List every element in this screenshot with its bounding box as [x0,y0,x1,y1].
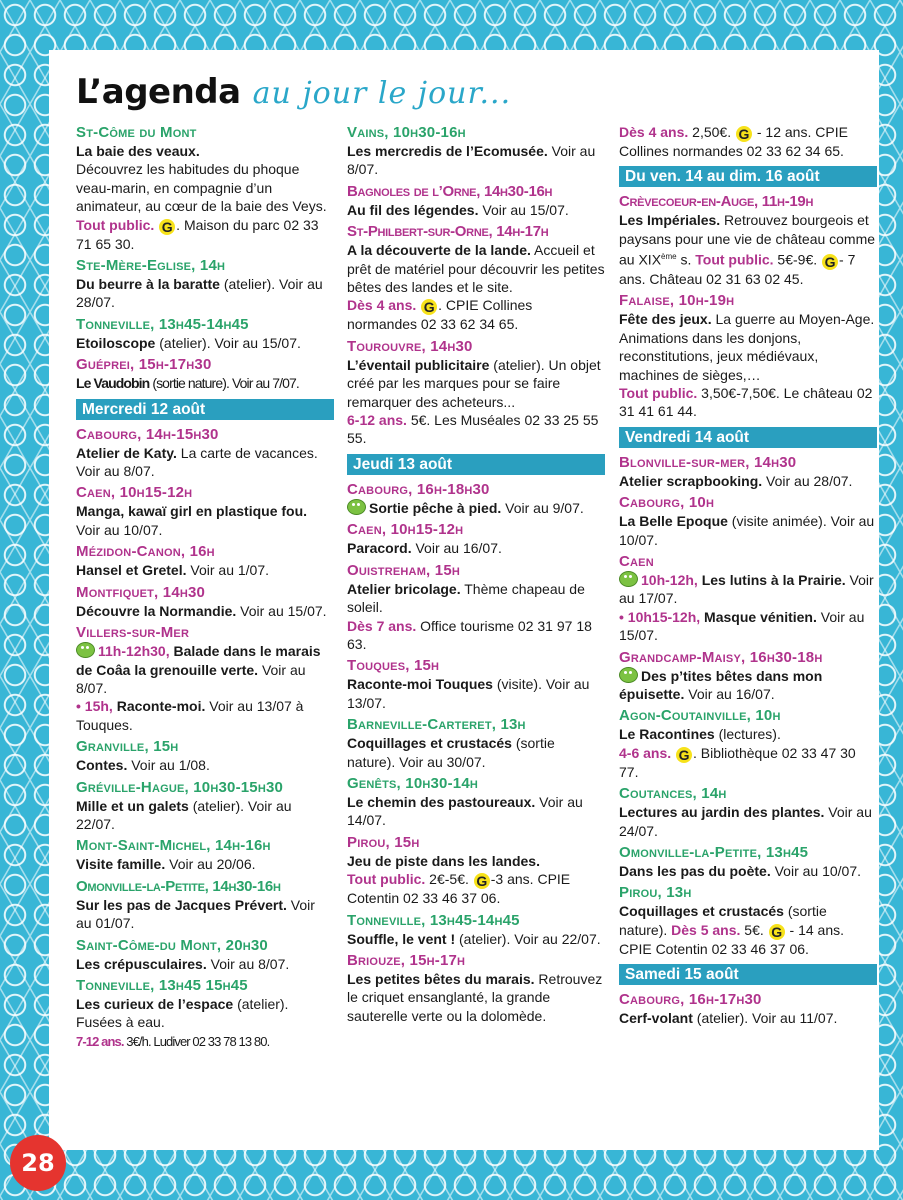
event-place: Tonneville, 13h45 15h45 [76,976,248,994]
event-info: 3€/h. Ludiver 02 33 78 13 80. [123,1033,270,1049]
event-note: (sortie nature). Voir au 7/07. [149,375,299,392]
event-place: Tonneville, 13h45-14h45 [76,315,249,333]
event-title: Atelier de Katy. [76,444,177,461]
event-note: Voir au 10/07. [76,521,163,538]
event-place: Guéprei, 15h-17h30 [76,356,212,374]
event-item [76,123,334,253]
event-title: Hansel et Gretel. [76,562,187,579]
event-title: Les crépusculaires. [76,955,207,972]
event-info: . CPIE Collines normandes 02 33 62 34 65. [347,297,533,333]
event-title: Les mercredis de l’Ecomusée. [347,143,548,159]
event-item [347,123,605,179]
audience-tag: Tout public. [691,251,774,268]
event-place: Falaise, 10h-19h [619,292,735,310]
event-description: Retrouvez bourgeois et paysans pour une vie de château comme au XIX [619,212,876,268]
event-note: Voir au 9/07. [501,499,584,516]
event-item [347,561,605,654]
free-icon: G [474,873,490,889]
event-note: (atelier). Voir au 22/07. [455,930,601,947]
event-place: Bagnoles de l’Orne, 14h30-16h [347,182,553,200]
event-info: 3,50€-7,50€. Le château 02 31 41 61 44. [619,384,873,420]
event-description: Accueil et prêt de matériel pour découvrir les petites bêtes des landes et le site. [347,242,605,296]
event-place: Tonneville, 13h45-14h45 [347,911,520,929]
event-info: 5€. [740,921,764,938]
event-info: 5€-9€. [773,251,818,268]
audience-tag: Tout public. [619,384,698,401]
event-place: St-Philbert-sur-Orne, 14h-17h [347,223,549,241]
event-place: Mont-Saint-Michel, 14h-16h [76,837,271,855]
page-number: 28 [10,1135,66,1191]
event-note: Voir au 13/07 à Touques. [76,698,304,733]
audience-tag: 7-12 ans. [76,1033,124,1049]
event-note: Voir au 01/07. [76,896,315,932]
event-item [76,737,334,774]
event-time: 10h-12h, [641,571,698,588]
event-item [619,453,877,490]
event-note: Voir au 15/07. [478,201,569,218]
event-place: Briouze, 15h-17h [347,951,466,969]
event-place: Barneville-Carteret, 13h [347,716,526,734]
event-info: Office tourisme 02 31 97 18 63. [347,617,592,652]
event-item [76,623,334,734]
event-place: Saint-Côme-du Mont, 20h30 [76,936,268,954]
audience-tag: 6-12 ans. [347,412,407,429]
event-title: Du beurre à la baratte [76,276,220,293]
event-note: Voir au 17/07. [619,571,874,607]
event-title: Découvre la Normandie. [76,602,237,619]
event-note: Voir au 20/06. [165,856,256,873]
event-item [76,976,334,1051]
frog-icon [619,571,638,587]
event-note: (atelier). Fusées à eau. [76,995,289,1031]
event-description: La guerre au Moyen-Age. Animations dans les donjons, reconstitutions, jeux médiévaux, machines de sièges,… [619,311,875,383]
event-place: Ste-Mère-Eglise, 14h [76,257,226,275]
event-item [76,778,334,834]
event-item [619,784,877,840]
page-subtitle: au jour le jour... [252,76,512,111]
event-item [76,877,334,933]
event-title: Raconte-moi. [112,698,206,715]
frog-icon [619,667,638,683]
event-item [76,936,334,973]
event-title: A la découverte de la lande. [347,242,531,259]
event-description: Thème chapeau de soleil. [347,580,585,616]
event-info: . Maison du parc 02 33 71 65 30. [76,216,319,252]
event-note: Voir au 1/08. [127,757,210,774]
event-item [347,951,605,1025]
event-place: Caen [619,552,654,570]
date-bar: Jeudi 13 août [347,454,605,475]
event-note: Voir au 16/07. [684,685,775,702]
event-time: 11h-12h30, [98,643,170,660]
event-item [619,192,877,288]
event-title: Les curieux de l’espace [76,995,234,1012]
event-title: Souffle, le vent ! [347,930,456,947]
event-title: L’éventail publicitaire [347,356,490,373]
event-item [76,355,334,392]
event-place: Cabourg, 16h-18h30 [347,480,490,498]
event-title: Paracord. [347,540,412,557]
audience-tag: Tout public. [76,216,155,233]
event-title: Etoiloscope [76,334,156,351]
event-place: Touques, 15h [347,657,440,675]
event-title: Les lutins à la Prairie. [697,571,846,588]
audience-tag: Tout public. [347,871,426,888]
event-title: Atelier scrapbooking. [619,472,763,489]
event-item [619,552,877,645]
free-icon: G [159,219,175,235]
event-title: Des p’tites bêtes dans mon épuisette. [619,667,823,702]
event-item [619,291,877,420]
event-item [347,774,605,830]
event-item [347,480,605,517]
event-place: Blonville-sur-mer, 14h30 [619,453,797,471]
event-title: Les Impériales. [619,212,721,229]
event-place: Vains, 10h30-16h [347,124,466,141]
event-item [619,990,877,1027]
event-title: Sur les pas de Jacques Prévert. [76,896,287,913]
page-header [76,72,511,122]
agenda-column-1 [76,123,334,1054]
event-note: Voir au 1/07. [186,562,270,579]
event-description: s. [676,251,692,268]
page-title: L’agenda [76,72,241,112]
event-place: Montfiquet, 14h30 [76,583,206,601]
event-item [619,648,877,704]
date-bar: Samedi 15 août [619,964,877,985]
event-place: Coutances, 14h [619,785,727,803]
event-place: Genêts, 10h30-14h [347,774,479,792]
event-description: Un objet créé par les marques pour se faire remarquer des acheteurs... [347,356,601,410]
event-place: Cabourg, 16h-17h30 [619,991,762,1009]
event-note: (atelier). Voir au 15/07. [155,334,301,351]
date-bar: Vendredi 14 août [619,427,877,448]
event-info: 2€-5€. [425,871,469,888]
event-title: Au fil des légendes. [347,201,479,218]
event-title: Cerf-volant [619,1010,693,1027]
event-title: Dans les pas du poète. [619,863,771,879]
audience-tag: Dès 4 ans. [619,124,689,140]
event-title: Coquillages et crustacés [347,735,512,752]
event-item [76,542,334,579]
event-title: Lectures au jardin des plantes. [619,804,825,821]
event-item [76,315,334,352]
event-place: Ouistreham, 15h [347,561,461,579]
free-icon: G [822,254,838,270]
event-title: Le Vaudobin [76,375,150,392]
frog-icon [347,499,366,515]
event-info: 5€. Les Muséales 02 33 25 55 55. [347,412,599,447]
event-info: 2,50€. [688,124,732,140]
event-title: Balade dans le marais de Coâa la grenouille verte. [76,643,321,678]
event-title: Fête des jeux. [619,311,712,328]
event-note: (atelier). Voir au 28/07. [76,276,323,311]
event-place: Cabourg, 14h-15h30 [76,425,219,443]
audience-tag: Dès 4 ans. [347,297,417,314]
event-item [347,911,605,948]
event-time: • 10h15-12h, [619,608,701,625]
event-title: Masque vénitien. [700,608,817,625]
event-note: (atelier). Voir au 22/07. [76,797,292,832]
event-note: Voir au 14/07. [347,793,583,829]
event-place: St-Côme du Mont [76,124,197,141]
free-icon: G [736,126,752,142]
event-place: Crèvecoeur-en-Auge, 11h-19h [619,193,814,211]
event-place: Tourouvre, 14h30 [347,337,473,355]
event-item [76,425,334,481]
audience-tag: Dès 5 ans. [667,921,741,938]
event-title: Jeu de piste dans les landes. [347,852,540,869]
event-title: Le Racontines [619,726,715,743]
event-title: La Belle Epoque [619,513,728,530]
event-note: (atelier). [489,356,545,373]
event-note: (atelier). Voir au 11/07. [692,1010,838,1027]
event-place: Pirou, 15h [347,833,420,851]
event-note: Voir au 24/07. [619,804,872,839]
agenda-column-2 [347,123,605,1028]
event-title: Manga, kawaï girl en plastique fou. [76,503,308,520]
event-title: Le chemin des pastoureaux. [347,793,536,810]
event-item [347,715,605,771]
event-place: Mézidon-Canon, 16h [76,543,215,561]
event-note: Voir au 10/07. [770,863,862,879]
free-icon: G [421,299,437,315]
event-info: - 12 ans. CPIE Collines normandes 02 33 62 34 65. [619,124,848,159]
free-icon: G [769,924,785,940]
event-item [347,337,605,448]
event-note: (visite animée). Voir au 10/07. [619,513,875,548]
event-item [619,706,877,781]
event-note: Voir au 28/07. [762,472,853,489]
event-item [347,520,605,557]
event-title: Atelier bricolage. [347,580,461,597]
event-title: Mille et un galets [76,797,189,814]
event-place: Grandcamp-Maisy, 16h30-18h [619,648,823,666]
superscript: ème [661,252,677,262]
event-note: Voir au 15/07. [236,602,327,619]
event-item [347,182,605,219]
event-item [347,222,605,334]
event-place: Caen, 10h15-12h [347,521,464,539]
event-note: (sortie nature). [619,903,827,938]
event-place: Pirou, 13h [619,884,692,902]
event-title: Coquillages et crustacés [619,903,784,920]
date-bar: Du ven. 14 au dim. 16 août [619,166,877,187]
event-place: Gréville-Hague, 10h30-15h30 [76,778,284,796]
event-item [619,843,877,880]
event-item [347,833,605,908]
event-note: La carte de vacances. Voir au 8/07. [76,444,318,480]
event-title: Visite famille. [76,856,166,873]
event-title: Les petites bêtes du marais. [347,970,535,987]
event-title: Contes. [76,757,128,774]
event-description: Découvrez les habitudes du phoque veau-marin, en compagnie d’un animateur, au cœur de la baie des Veys. [76,161,327,215]
event-item [619,493,877,549]
event-info: - 7 ans. Château 02 31 63 02 45. [619,251,856,287]
event-description: Retrouvez le criquet ensanglanté, la grande sauterelle verte ou la dolomède. [347,970,603,1024]
frog-icon [76,642,95,658]
event-place: Caen, 10h15-12h [76,484,193,502]
event-note: (lectures). [714,726,781,743]
agenda-column-3 [619,123,877,1031]
event-time: • 15h, [76,698,113,715]
event-note: Voir au 8/07. [347,143,596,178]
event-note: Voir au 16/07. [411,540,502,557]
audience-tag: 4-6 ans. [619,744,672,761]
event-note: Voir au 15/07. [619,608,865,644]
event-title: Sortie pêche à pied. [369,499,502,516]
event-place: Villers-sur-Mer [76,624,190,642]
event-info: -3 ans. CPIE Cotentin 02 33 46 37 06. [347,871,571,907]
event-note: (sortie nature). Voir au 30/07. [347,735,555,770]
event-info: . Bibliothèque 02 33 47 30 77. [619,744,856,780]
event-item [619,123,877,160]
event-note: Voir au 8/07. [206,955,290,972]
event-place: Granville, 15h [76,738,179,756]
event-item [347,656,605,712]
event-item [76,256,334,312]
event-info: - 14 ans. CPIE Cotentin 02 33 46 37 06. [619,921,845,957]
free-icon: G [676,747,692,763]
event-place: Omonville-la-Petite, 14h30-16h [76,877,281,895]
event-note: Voir au 8/07. [76,661,306,696]
event-item [76,836,334,873]
event-note: (visite). Voir au 13/07. [347,676,590,711]
event-place: Cabourg, 10h [619,494,715,512]
event-title: La baie des veaux. [76,143,200,159]
event-item [76,483,334,539]
event-item [76,583,334,620]
date-bar: Mercredi 12 août [76,399,334,420]
event-place: Agon-Coutainville, 10h [619,707,781,725]
audience-tag: Dès 7 ans. [347,617,417,634]
event-title: Raconte-moi Touques [347,676,493,693]
event-item [619,883,877,958]
event-place: Omonville-la-Petite, 13h45 [619,844,809,861]
